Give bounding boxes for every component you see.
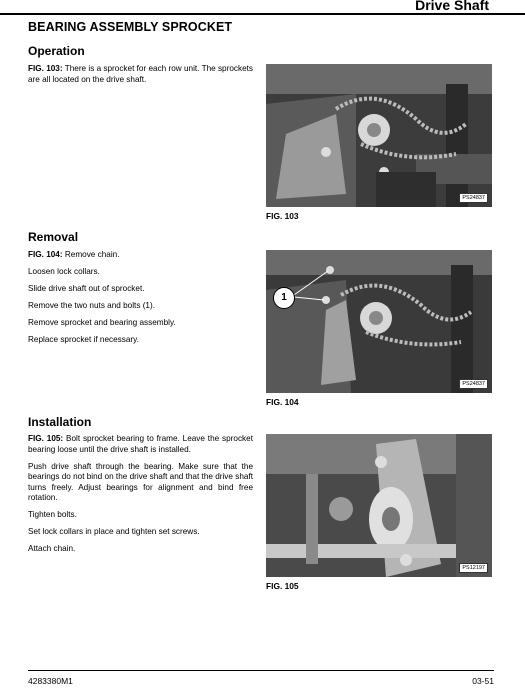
header-section-title: Drive Shaft xyxy=(415,0,489,13)
paragraph-text: Bolt sprocket bearing to frame. Leave the sprocket bearing loose until the drive shaft is installed. xyxy=(28,434,253,454)
paragraph: Tighten bolts. xyxy=(28,510,77,519)
section-title-removal: Removal xyxy=(28,230,79,244)
figure-105-photo xyxy=(266,434,492,577)
paragraph: Loosen lock collars. xyxy=(28,267,100,276)
header-rule xyxy=(0,13,525,15)
figure-id-tag: PS24837 xyxy=(459,379,488,389)
paragraph: Push drive shaft through the bearing. Make sure that the bearings do not bind on the drive shaft and that the drive shaft turns freely. Adjust bearings for alignment and bind free rotation. xyxy=(28,461,253,502)
footer-doc-number: 4283380M1 xyxy=(28,676,73,686)
fig-ref: FIG. 104: xyxy=(28,250,63,259)
paragraph: Slide drive shaft out of sprocket. xyxy=(28,284,145,293)
installation-photo-illustration xyxy=(266,434,492,577)
figure-caption-105: FIG. 105 xyxy=(266,581,299,591)
footer-rule xyxy=(28,670,494,671)
figure-104-photo xyxy=(266,250,492,393)
sprocket-photo-illustration xyxy=(266,64,492,207)
figure-103-photo xyxy=(266,64,492,207)
fig-ref: FIG. 105: xyxy=(28,434,64,443)
paragraph-text: There is a sprocket for each row unit. The sprockets are all located on the drive shaft. xyxy=(28,64,253,84)
figure-caption-103: FIG. 103 xyxy=(266,211,299,221)
section-title-operation: Operation xyxy=(28,44,85,58)
paragraph-text: Remove chain. xyxy=(62,250,120,259)
paragraph: Attach chain. xyxy=(28,544,76,553)
paragraph: Set lock collars in place and tighten set screws. xyxy=(28,527,200,536)
paragraph: Remove the two nuts and bolts (1). xyxy=(28,301,155,310)
removal-photo-illustration xyxy=(266,250,492,393)
callout-1: 1 xyxy=(273,287,295,309)
footer-page-number: 03-51 xyxy=(472,676,494,686)
figure-id-tag: PS24837 xyxy=(459,193,488,203)
figure-caption-104: FIG. 104 xyxy=(266,397,299,407)
paragraph: Replace sprocket if necessary. xyxy=(28,335,139,344)
paragraph xyxy=(28,434,253,455)
paragraph: Remove sprocket and bearing assembly. xyxy=(28,318,176,327)
fig-ref: FIG. 103: xyxy=(28,64,63,73)
installation-text xyxy=(28,434,253,561)
paragraph xyxy=(28,64,253,85)
section-title-installation: Installation xyxy=(28,415,92,429)
paragraph xyxy=(28,250,253,261)
operation-text xyxy=(28,64,253,92)
removal-text xyxy=(28,250,253,352)
figure-id-tag: PS12197 xyxy=(459,563,488,573)
page-title: BEARING ASSEMBLY SPROCKET xyxy=(28,20,233,34)
